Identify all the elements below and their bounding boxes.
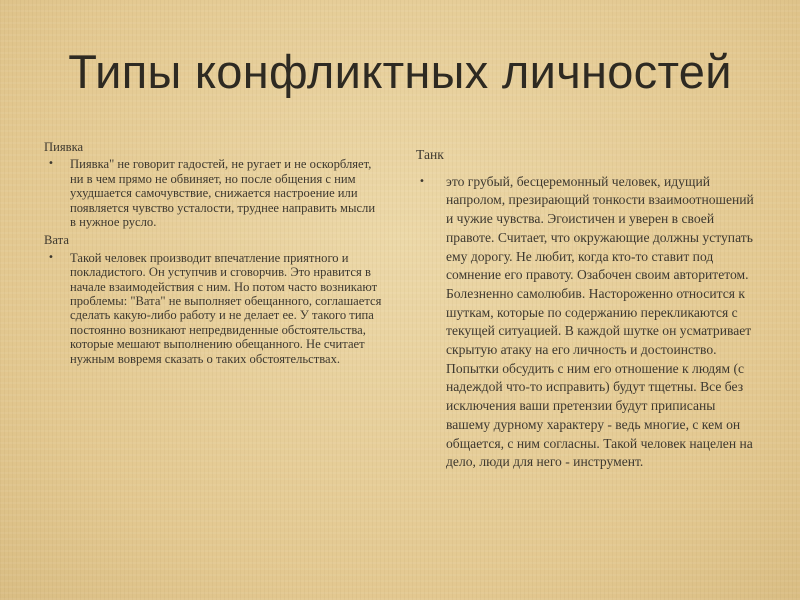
section-heading-piyavka: Пиявка bbox=[44, 140, 84, 154]
bullet-text-tank: это грубый, бесцеремонный человек, идущий напролом, презирающий тонкости взаимоотношений и чужие чувства. Эгоистичен и уверен в своей правоте. Считает, что окружающие должны уступать ему дорогу. Не любит, когда кто-то ставит под сомнение его правоту. Озабочен своим авторитетом. Болезненно самолюбив. Настороженно относится к шуткам, которые по содержанию перекликаются с текущей ситуацией. В каждой шутке он усматривает скрытую атаку на его личность и достоинство. Попытки обсудить с ним его отношение к людям (с надеждой что-то исправить) будут тщетны. Все без исключения ваши претензии будут приписаны вашему дурному характеру - ведь многие, с кем он общается, с ним согласны. Такой человек нацелен на дело, люди для него - инструмент. bbox=[446, 173, 754, 470]
bullet-icon: • bbox=[48, 158, 54, 170]
bullet-icon: • bbox=[48, 251, 54, 263]
left-column bbox=[44, 140, 384, 370]
bullet-item-piyavka bbox=[44, 157, 384, 229]
bullet-icon: • bbox=[419, 175, 425, 187]
right-column bbox=[416, 146, 761, 476]
bullet-item-vata bbox=[44, 251, 384, 366]
slide-title: Типы конфликтных личностей bbox=[68, 45, 732, 98]
bullet-text-piyavka: Пиявка" не говорит гадостей, не ругает и не оскорбляет, ни в чем прямо не обвиняет, но после общения с ним ухудшается самочувствие, снижается настроение или появляется чувство усталости, труднее направить мысли в нужное русло. bbox=[70, 157, 376, 230]
bullet-item-tank bbox=[416, 173, 761, 472]
section-heading-tank: Танк bbox=[416, 147, 444, 162]
section-piyavka bbox=[44, 140, 384, 229]
bullet-text-vata: Такой человек производит впечатление приятного и покладистого. Он уступчив и сговорчив. Это нравится в начале взаимодействия с ним. Но потом часто возникают проблемы: "Вата" не выполняет обещанного, соглашается сделать какую-либо работу и не делает ее. У такого типа постоянно возникают непредвиденные обстоятельства, которые мешают выполнению обещанного. Не считает нужным вовремя сказать о таких обстоятельствах. bbox=[70, 250, 382, 366]
section-heading-vata: Вата bbox=[44, 233, 69, 248]
section-vata bbox=[44, 233, 384, 366]
